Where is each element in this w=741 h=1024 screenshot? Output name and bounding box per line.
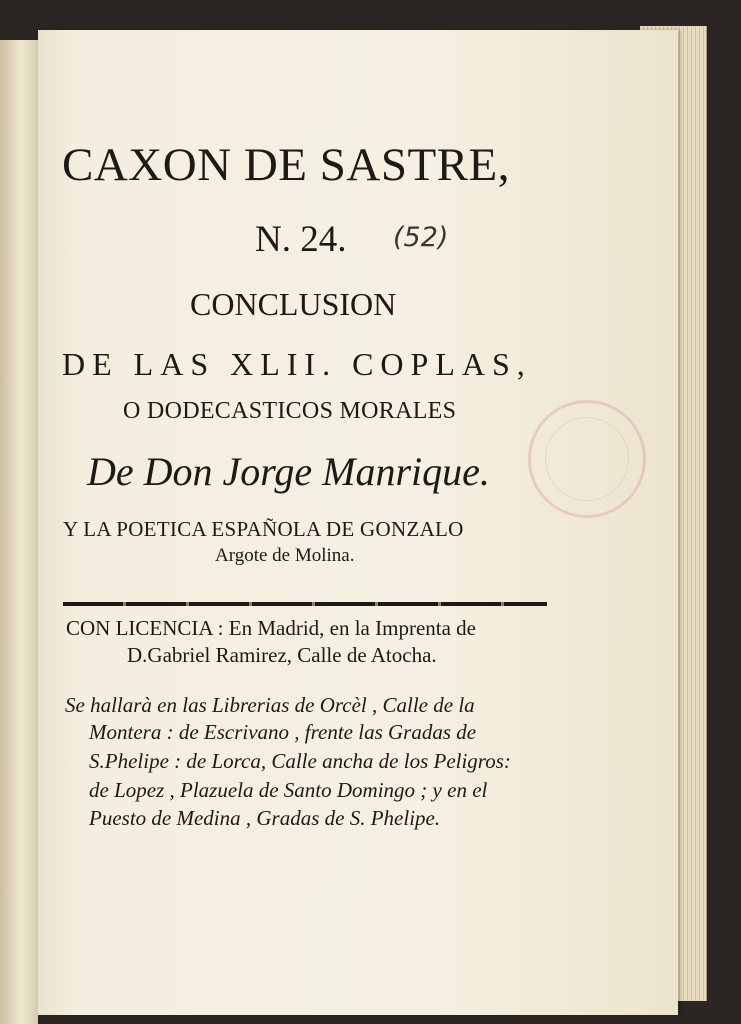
library-stamp [528,400,646,518]
poetica-author: Argote de Molina. [215,545,355,566]
licence-line-1 [66,616,476,641]
main-title: CAXON DE SASTRE, [62,139,511,191]
sale-line: Puesto de Medina , Gradas de S. Phelipe. [89,806,441,830]
sale-line: S.Phelipe : de Lorca, Calle ancha de los Peligros: [89,749,511,773]
sale-line: Montera : de Escrivano , frente las Gradas de [89,720,477,744]
licence-text: En Madrid, en la Imprenta de [223,616,476,640]
sale-line: Se hallarà en las Librerias de Orcèl , Calle de la [65,693,475,717]
subtitle-coplas: DE LAS XLII. COPLAS, [62,346,532,382]
sale-line: de Lopez , Plazuela de Santo Domingo ; y en el [89,778,488,802]
subtitle-dodecasticos: O DODECASTICOS MORALES [123,398,457,424]
handwritten-annotation: (52) [393,222,449,253]
author-line: De Don Jorge Manrique. [87,449,490,494]
poetica-line: Y LA POETICA ESPAÑOLA DE GONZALO [63,517,464,541]
left-page-edge [0,40,38,1024]
issue-number: N. 24. [255,219,347,260]
licence-line-2: D.Gabriel Ramirez, Calle de Atocha. [127,643,437,667]
ornamental-rule [63,602,547,606]
licence-label: CON LICENCIA : [66,616,224,640]
subtitle-conclusion: CONCLUSION [190,286,397,322]
